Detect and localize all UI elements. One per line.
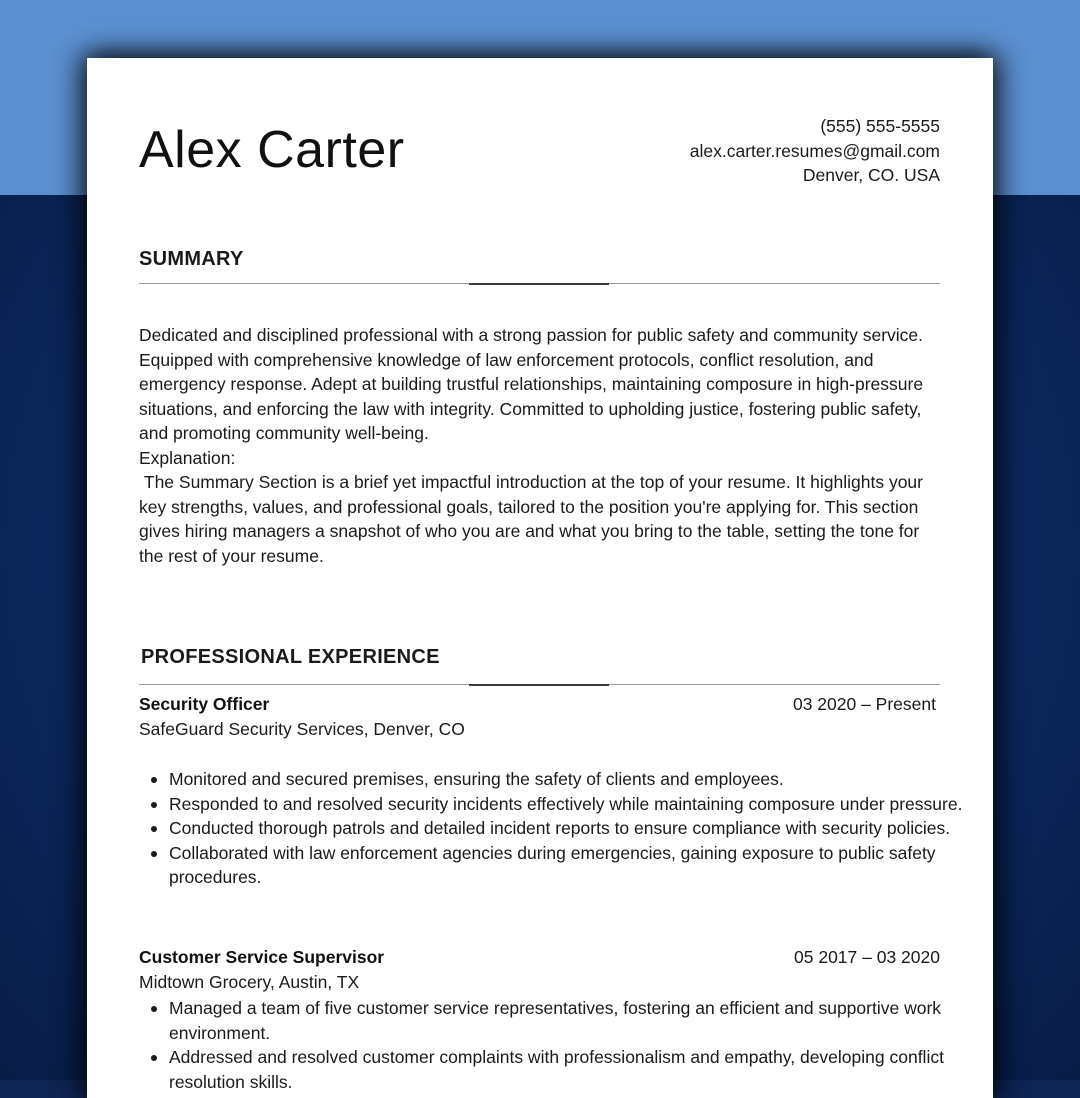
job-company: Midtown Grocery, Austin, TX: [139, 972, 360, 992]
job-bullets: [139, 767, 969, 890]
job-dates: 05 2017 – 03 2020: [794, 947, 940, 967]
summary-text: [139, 323, 939, 568]
contact-location: Denver, CO. USA: [802, 165, 940, 185]
summary-explanation-label: Explanation:: [139, 447, 236, 468]
list-item: Managed a team of five customer service representatives, fostering an efficient and supportive work environment.: [169, 996, 969, 1045]
list-item: Monitored and secured premises, ensuring the safety of clients and employees.: [169, 767, 969, 792]
resume-page: [87, 58, 993, 1098]
job-bullets: [139, 996, 969, 1094]
contact-block: [690, 114, 940, 188]
list-item: Addressed and resolved customer complaints with professionalism and empathy, developing conflict resolution skills.: [169, 1045, 969, 1094]
summary-divider: [139, 283, 940, 284]
summary-body: Dedicated and disciplined professional with a strong passion for public safety and community service. Equipped with comprehensive knowledge of law enforcement protocols, conflict resolution, and emergency response. Adept at building trustful relationships, maintaining composure in high-pressure situations, and enforcing the law with integrity. Committed to upholding justice, fostering public safety, and promoting community well-being.: [139, 325, 924, 443]
summary-explanation-text: The Summary Section is a brief yet impactful introduction at the top of your resume. It highlights your key strengths, values, and professional goals, tailored to the position you're applying for. This section gives hiring managers a snapshot of who you are and what you bring to the table, setting the tone for the rest of your resume.: [139, 472, 928, 566]
list-item: Collaborated with law enforcement agencies during emergencies, gaining exposure to public safety procedures.: [169, 841, 969, 890]
experience-divider: [139, 684, 940, 685]
job-title: Customer Service Supervisor: [139, 947, 385, 967]
contact-email: alex.carter.resumes@gmail.com: [689, 140, 940, 161]
list-item: Conducted thorough patrols and detailed incident reports to ensure compliance with security policies.: [169, 816, 969, 841]
job-title: Security Officer: [139, 694, 270, 714]
job-dates: 03 2020 – Present: [792, 694, 936, 714]
candidate-name: Alex Carter: [139, 121, 405, 179]
summary-heading: SUMMARY: [139, 248, 244, 270]
contact-phone: (555) 555-5555: [820, 116, 940, 136]
job-company: SafeGuard Security Services, Denver, CO: [139, 719, 465, 739]
experience-heading: PROFESSIONAL EXPERIENCE: [141, 646, 440, 668]
list-item: Responded to and resolved security incidents effectively while maintaining composure under pressure.: [169, 792, 969, 817]
